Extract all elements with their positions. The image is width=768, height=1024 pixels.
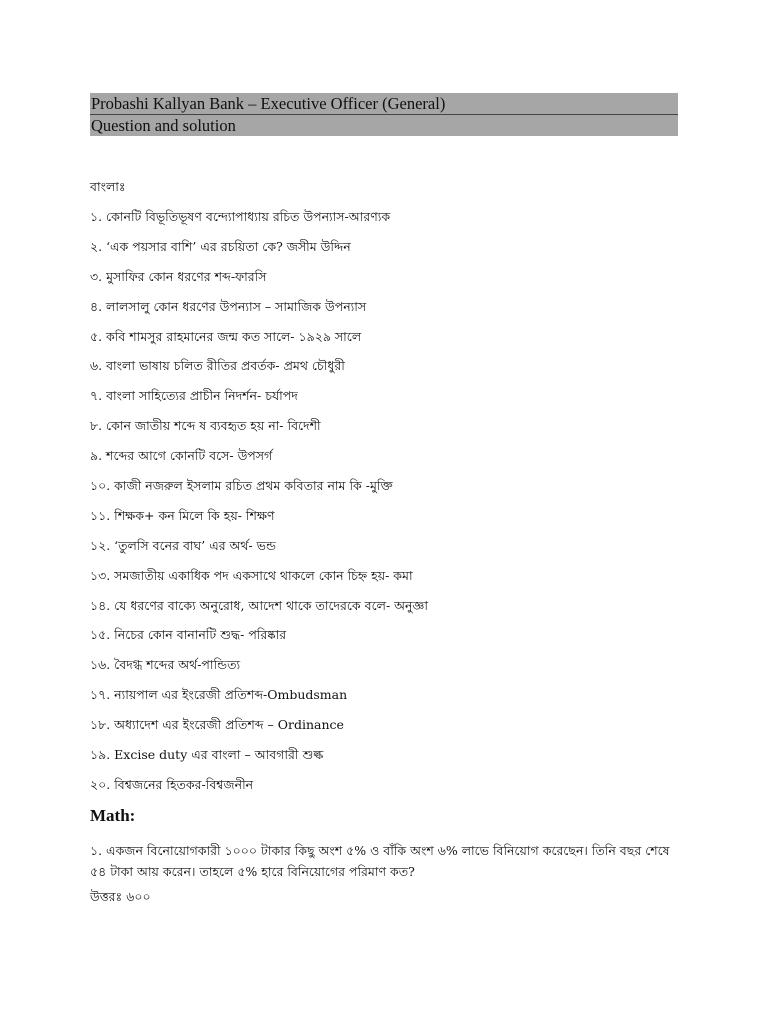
list-item: ৩. মুসাফির কোন ধরণের শব্দ-ফারসি (90, 268, 267, 284)
list-item: ১৫. নিচের কোন বানানটি শুদ্ধ- পরিষ্কার (90, 627, 287, 643)
list-item: ৭. বাংলা সাহিত্যের প্রাচীন নিদর্শন- চর্যাপদ (90, 388, 298, 404)
list-item: ১৭. ন্যায়পাল এর ইংরেজী প্রতিশব্দ-Ombudsman (90, 687, 348, 703)
document-title: Probashi Kallyan Bank – Executive Officer (General) (90, 93, 678, 115)
document-header (90, 93, 678, 136)
document-subtitle: Question and solution (90, 115, 678, 136)
math-section-heading: Math: (90, 806, 136, 825)
list-item: ২. ‘এক পয়সার বাশি’ এর রচয়িতা কে? জসীম উদ্দিন (90, 238, 351, 254)
list-item: ৯. শব্দের আগে কোনটি বসে- উপসর্গ (90, 448, 273, 464)
list-item: ১৯. Excise duty এর বাংলা – আবগারী শুল্ক (90, 747, 324, 763)
list-item: ১২. ‘তুলসি বনের বাঘ’ এর অর্থ- ভন্ড (90, 537, 276, 553)
list-item: ৬. বাংলা ভাষায় চলিত রীতির প্রবর্তক- প্রমথ চৌধুরী (90, 358, 345, 374)
list-item: ৪. লালসালু কোন ধরণের উপন্যাস – সামাজিক উপন্যাস (90, 298, 367, 314)
list-item: ১৩. সমজাতীয় একাধিক পদ একসাথে থাকলে কোন চিহ্ন হয়- কমা (90, 567, 413, 583)
list-item: ১৬. বৈদগ্ধ শব্দের অর্থ-পান্ডিত্য (90, 657, 241, 673)
list-item: ৫. কবি শামসুর রাহমানের জন্ম কত সালে- ১৯২৯ সালে (90, 328, 362, 344)
list-item: ৮. কোন জাতীয় শব্দে ষ ব্যবহৃত হয় না- বিদেশী (90, 418, 321, 434)
math-question: ১. একজন বিনোয়োগকারী ১০০০ টাকার কিছু অংশ ৫% ও বাঁকি অংশ ৬% লাভে বিনিয়োগ করেছেন। তিনি বছর শেষে ৫৪ টাকা আয় করেন। তাহলে ৫% হারে বিনিয়োগের পরিমাণ কত? (90, 843, 670, 879)
list-item: ১১. শিক্ষক+ কন মিলে কি হয়- শিক্ষণ (90, 507, 275, 523)
list-item: ১০. কাজী নজরুল ইসলাম রচিত প্রথম কবিতার নাম কি -মুক্তি (90, 478, 393, 494)
list-item: ১৪. যে ধরণের বাক্যে অনুরোধ, আদেশ থাকে তাদেরকে বলে- অনুজ্ঞা (90, 597, 429, 613)
list-item: ১৮. অধ্যাদেশ এর ইংরেজী প্রতিশব্দ – Ordinance (90, 717, 344, 733)
math-answer: উত্তরঃ ৬০০ (90, 889, 151, 904)
list-item: ১. কোনটি বিভূতিভূষণ বন্দ্যোপাধ্যায় রচিত উপন্যাস-আরণ্যক (90, 209, 391, 224)
list-item: ২০. বিশ্বজনের হিতকর-বিশ্বজনীন (90, 776, 254, 792)
bangla-section-label: বাংলাঃ (90, 179, 126, 194)
bangla-qa-list (90, 206, 690, 804)
